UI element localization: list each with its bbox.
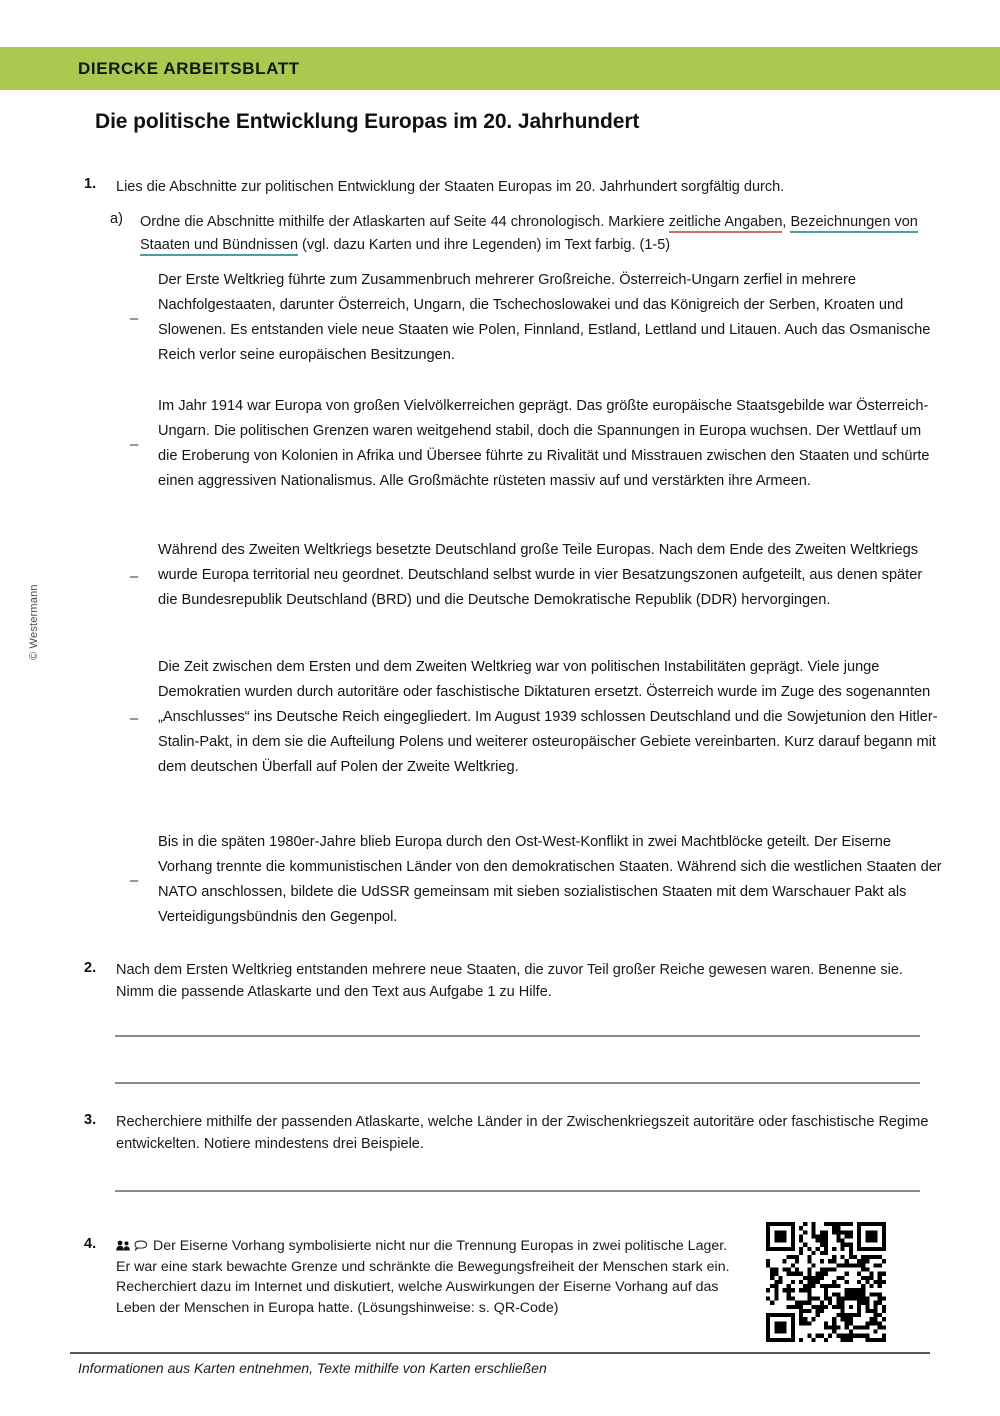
text-block-body: Im Jahr 1914 war Europa von großen Vielvölkerreichen geprägt. Das größte europäische Staatsgebilde war Österreich-Ungarn. Die politischen Grenzen waren weitgehend stabil, doch die Spannungen in Europa wuchsen. Der Wettlauf um die Eroberung von Kolonien in Afrika und Übersee führte zu Rivalität und Misstrauen zwischen den Staaten und schürte einen aggressiven Nationalismus. Alle Großmächte rüsteten massiv auf und verstärkten ihre Armeen.	[158, 398, 930, 490]
task-1-number: 1.	[84, 176, 97, 192]
subtask-1a-label: a)	[110, 211, 123, 227]
qr-code[interactable]	[766, 1222, 886, 1342]
task-3-text: Recherchiere mithilfe der passenden Atlaskarte, welche Länder in der Zwischenkriegszeit autoritäre oder faschistische Regime entwickelten. Notiere mindestens drei Beispiele.	[116, 1114, 929, 1152]
text-block-body: Bis in die späten 1980er-Jahre blieb Europa durch den Ost-West-Konflikt in zwei Machtblöcke geteilt. Der Eiserne Vorhang trennte die kommunistischen Länder von den demokratischen Staaten. Während sich die westlichen Staaten der NATO anschlossen, bildete die UdSSR gemeinsam mit sieben sozialistischen Staaten mit dem Warschauer Pakt als Verteidigungsbündnis den Gegenpol.	[158, 834, 942, 926]
task-1	[84, 176, 954, 198]
group-work-icon	[116, 1237, 148, 1256]
text-block-body: Während des Zweiten Weltkriegs besetzte Deutschland große Teile Europas. Nach dem Ende des Zweiten Weltkriegs wurde Europa territorial neu geordnet. Deutschland selbst wurde in vier Besatzungszonen aufgeteilt, aus denen später die Bundesrepublik Deutschland (BRD) und die Deutsche Demokratische Republik (DDR) hervorgingen.	[158, 542, 923, 609]
text-block	[130, 655, 945, 780]
page-title: Die politische Entwicklung Europas im 20. Jahrhundert	[95, 110, 640, 133]
task-4-text	[116, 1236, 736, 1319]
text-block	[130, 830, 945, 930]
text-block-body: Der Erste Weltkrieg führte zum Zusammenbruch mehrerer Großreiche. Österreich-Ungarn zerfiel in mehrere Nachfolgestaaten, darunter Österreich, Ungarn, die Tschechoslowakei und das Königreich der Serben, Kroaten und Slowenen. Es entstanden viele neue Staaten wie Polen, Finnland, Estland, Lettland und Litauen. Auch das Osmanische Reich verlor seine europäischen Besitzungen.	[158, 272, 931, 364]
text-block	[130, 394, 945, 494]
task-4-number: 4.	[84, 1236, 97, 1252]
marked-term-time-references: zeitliche Angaben	[669, 214, 783, 233]
task-4-body-text: Der Eiserne Vorhang symbolisierte nicht nur die Trennung Europas in zwei politische Lager. Er war eine stark bewachte Grenze und schränkte die Bewegungsfreiheit der Menschen stark ein. Recherchiert dazu im Internet und diskutiert, welche Auswirkungen der Eiserne Vorhang auf das Leben der Menschen in Europa hatte. (Lösungshinweise: s. QR-Code)	[116, 1238, 730, 1317]
subtask-1a	[110, 211, 960, 258]
subtask-1a-part3: (vgl. dazu Karten und ihre Legenden) im Text farbig. (1-5)	[298, 237, 671, 254]
dash-marker-icon: –	[130, 310, 139, 328]
task-3	[84, 1112, 944, 1156]
text-block-body: Die Zeit zwischen dem Ersten und dem Zweiten Weltkrieg war von politischen Instabilitäten geprägt. Viele junge Demokratien wurden durch autoritäre oder faschistische Diktaturen ersetzt. Österreich wurde im Zuge des sogenannten „Anschlusses“ ins Deutsche Reich eingegliedert. Im August 1939 schlossen Deutschland und die Sowjetunion den Hitler-Stalin-Pakt, in dem sie die Aufteilung Polens und weiterer osteuropäischer Gebiete vereinbarten. Kurz darauf begann mit dem deutschen Überfall auf Polen der Zweite Weltkrieg.	[158, 659, 938, 776]
task-2	[84, 960, 944, 1004]
footer-divider	[70, 1352, 930, 1354]
answer-line[interactable]	[115, 1082, 920, 1084]
header-bar	[0, 47, 1000, 90]
brand-label: DIERCKE ARBEITSBLATT	[78, 58, 300, 78]
dash-marker-icon: –	[130, 567, 139, 585]
subtask-1a-part2: ,	[782, 214, 791, 230]
task-2-text: Nach dem Ersten Weltkrieg entstanden mehrere neue Staaten, die zuvor Teil großer Reiche gewesen waren. Benenne sie. Nimm die passende Atlaskarte und den Text aus Aufgabe 1 zu Hilfe.	[116, 962, 903, 1000]
dash-marker-icon: –	[130, 872, 139, 890]
text-block	[130, 538, 945, 613]
footer-text: Informationen aus Karten entnehmen, Texte mithilfe von Karten erschließen	[78, 1360, 547, 1376]
copyright-notice: © Westermann	[28, 584, 40, 660]
task-4	[84, 1236, 764, 1319]
subtask-1a-part1: Ordne die Abschnitte mithilfe der Atlaskarten auf Seite 44 chronologisch. Markiere	[140, 214, 669, 230]
dash-marker-icon: –	[130, 436, 139, 454]
subtask-1a-text	[140, 211, 940, 258]
task-1-text: Lies die Abschnitte zur politischen Entwicklung der Staaten Europas im 20. Jahrhundert sorgfältig durch.	[116, 179, 785, 195]
text-block	[130, 268, 945, 368]
task-3-number: 3.	[84, 1112, 97, 1128]
answer-line[interactable]	[115, 1035, 920, 1037]
answer-line[interactable]	[115, 1190, 920, 1192]
task-2-number: 2.	[84, 960, 97, 976]
marked-term-states-alliances: Bezeichnungen von Staaten und Bündnissen	[140, 214, 918, 256]
dash-marker-icon: –	[130, 709, 139, 727]
